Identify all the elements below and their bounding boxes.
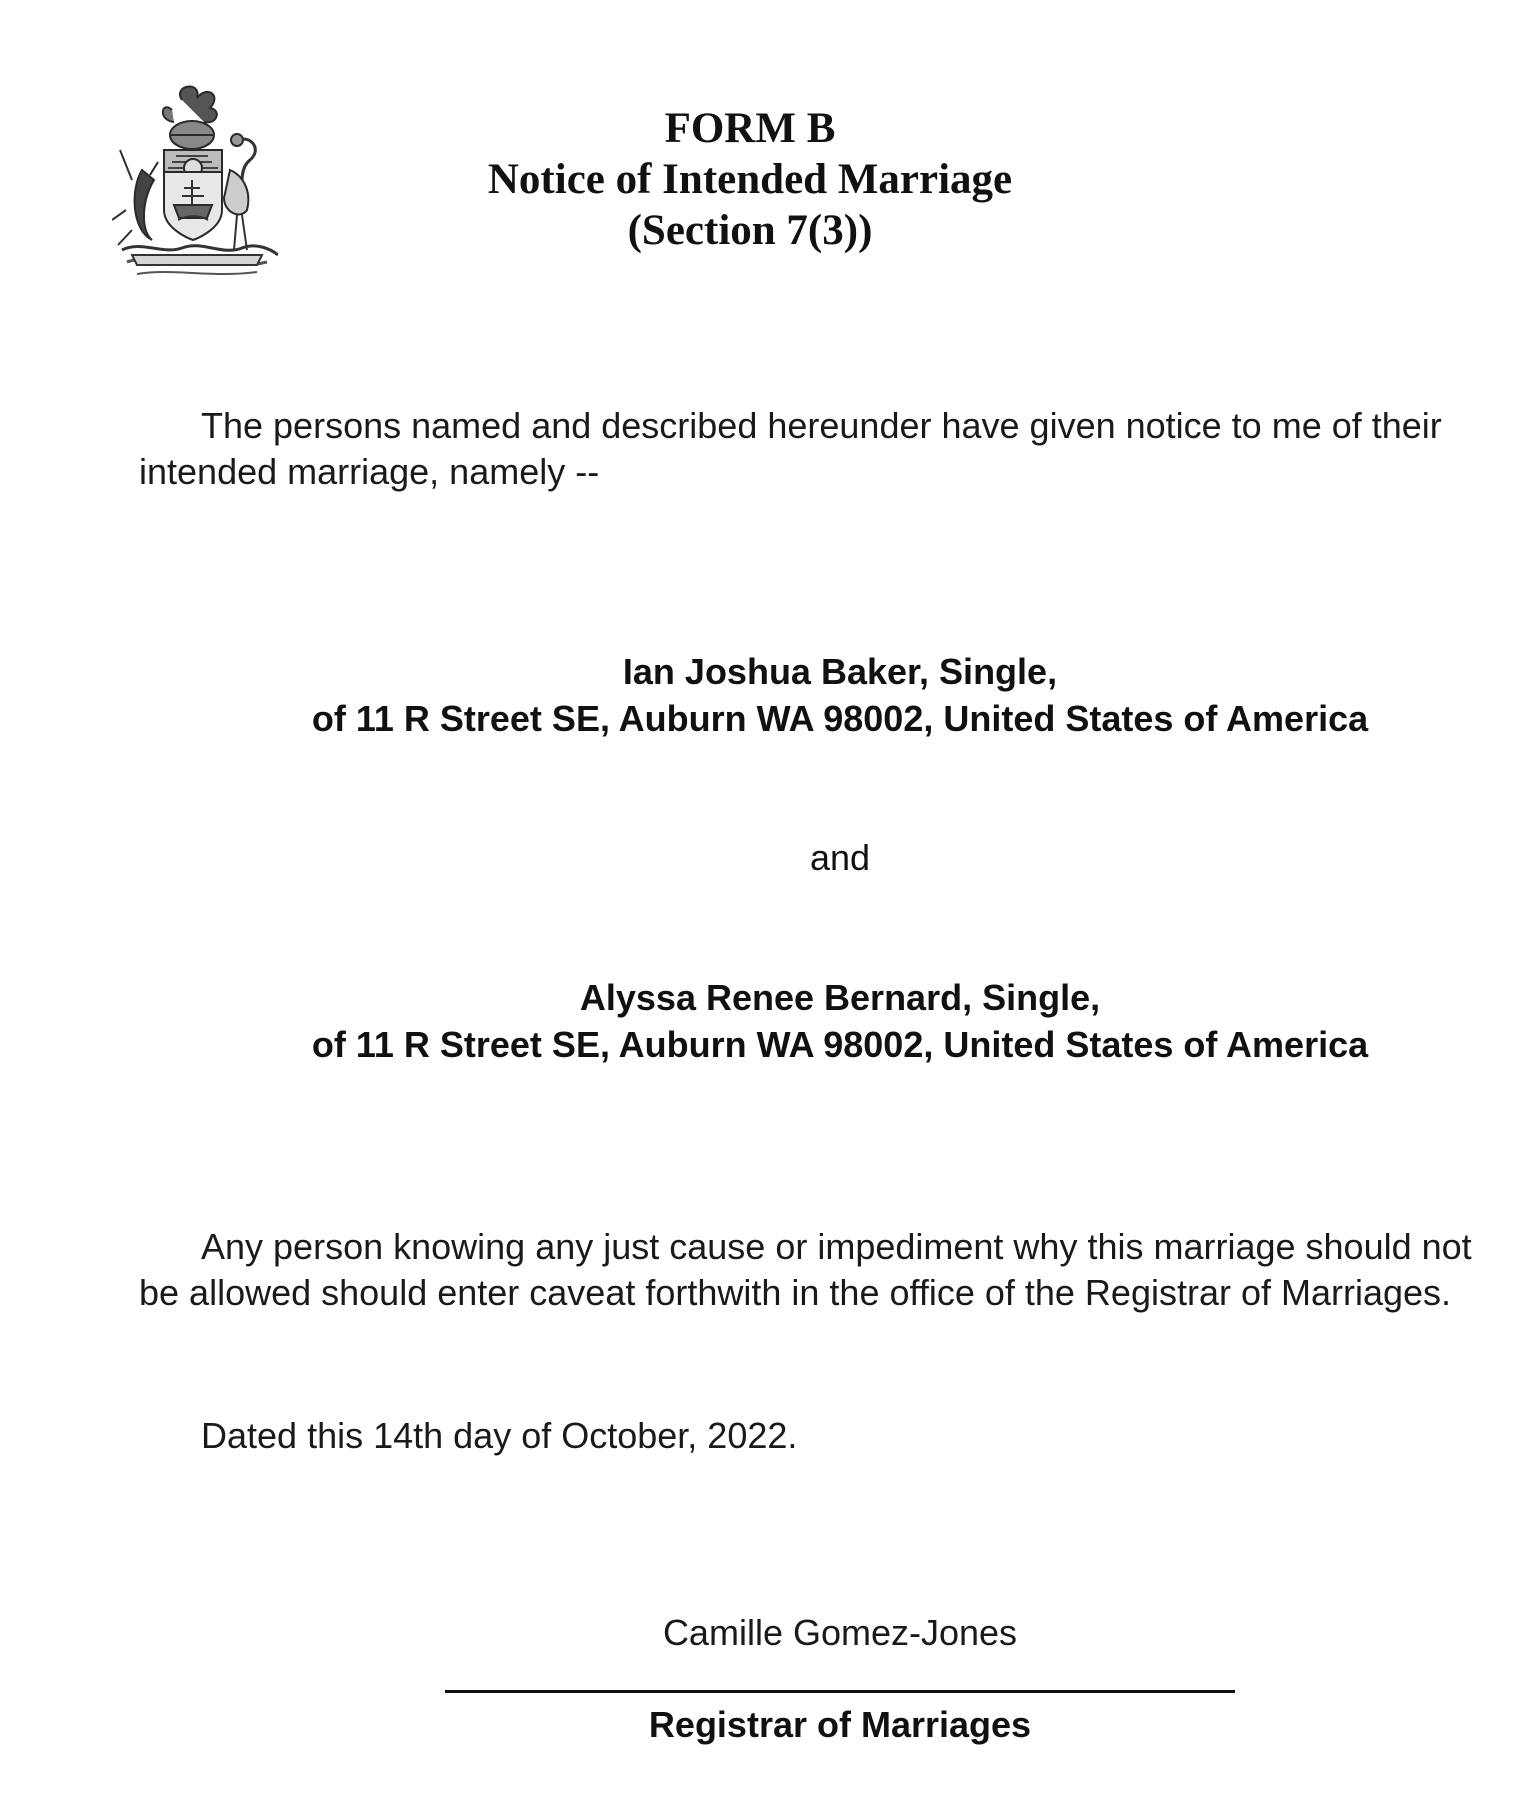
- signature-line: [445, 1690, 1235, 1693]
- party-2-address: of 11 R Street SE, Auburn WA 98002, United States of America: [311, 1024, 1369, 1065]
- caveat-paragraph: [139, 1224, 1519, 1316]
- caveat-line-1: Any person knowing any just cause or impediment why this marriage should not: [201, 1226, 1472, 1267]
- caveat-line-2: be allowed should enter caveat forthwith in the office of the Registrar of Marriages.: [139, 1272, 1452, 1313]
- conjunction: and: [809, 837, 871, 878]
- form-title: FORM B: [664, 105, 836, 152]
- coat-of-arms-icon: [112, 80, 278, 280]
- party-1-address: of 11 R Street SE, Auburn WA 98002, United States of America: [311, 698, 1369, 739]
- party-2: [240, 974, 1440, 1068]
- dated-text: Dated this 14th day of October, 2022.: [201, 1415, 798, 1456]
- intro-line-1: The persons named and described hereunder have given notice to me of their: [201, 405, 1442, 446]
- registrar-name: Camille Gomez-Jones: [662, 1612, 1018, 1653]
- intro-paragraph: [139, 403, 1519, 495]
- section-reference: (Section 7(3)): [627, 207, 873, 254]
- dated-line: [139, 1413, 1519, 1459]
- party-1: [240, 648, 1440, 742]
- notice-title: Notice of Intended Marriage: [487, 156, 1013, 203]
- registrar-title: Registrar of Marriages: [648, 1704, 1032, 1745]
- party-1-name: Ian Joshua Baker, Single,: [622, 651, 1058, 692]
- party-2-name: Alyssa Renee Bernard, Single,: [579, 977, 1101, 1018]
- intro-line-2: intended marriage, namely --: [139, 451, 600, 492]
